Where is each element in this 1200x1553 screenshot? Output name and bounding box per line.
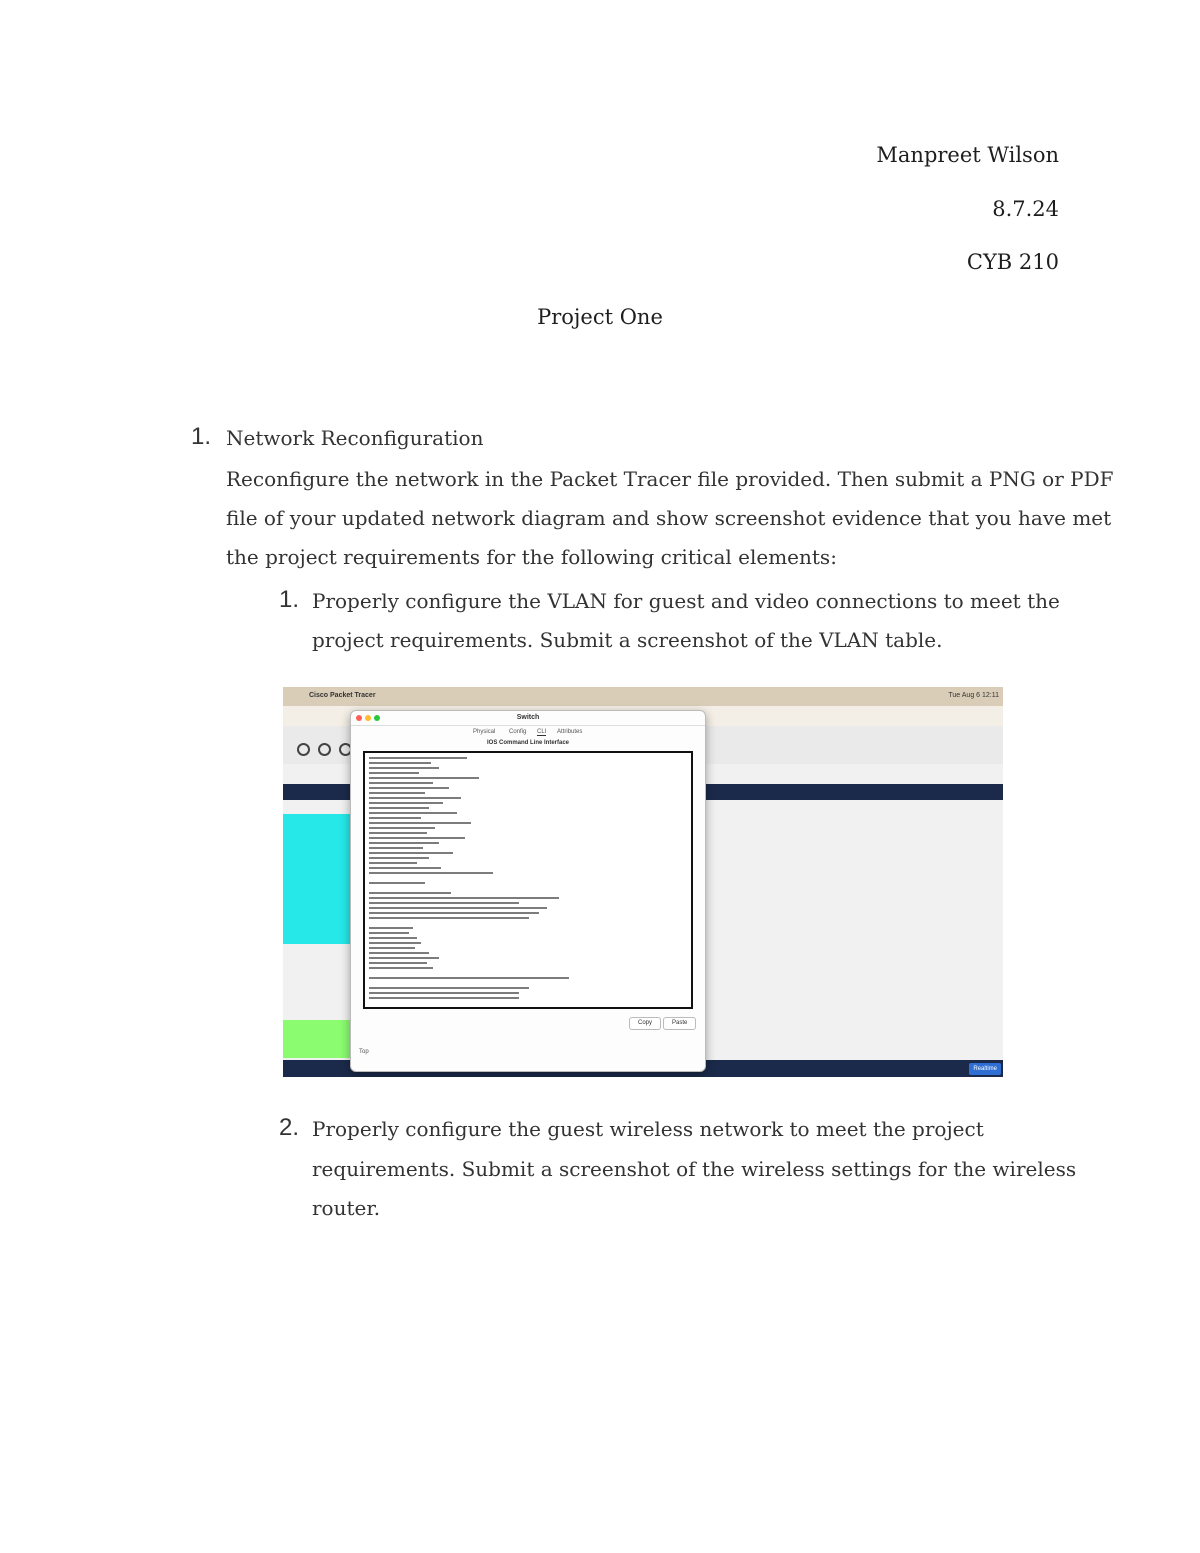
cli-text-line [369, 842, 439, 844]
cli-text-line [369, 932, 409, 934]
document-title: Project One [537, 305, 663, 329]
cli-text-line [369, 992, 519, 994]
document-date: 8.7.24 [992, 197, 1059, 221]
cli-text-line [369, 912, 539, 914]
menu-clock: Tue Aug 6 12:11 [948, 692, 999, 699]
cli-text-line [369, 942, 421, 944]
course-code: CYB 210 [966, 250, 1059, 274]
cli-terminal [363, 751, 693, 1009]
switch-window [350, 710, 706, 1072]
cli-text-line [369, 782, 433, 784]
zoom-reset-icon [318, 743, 331, 756]
paste-button: Paste [663, 1017, 696, 1030]
cli-text-line [369, 802, 443, 804]
cli-text-line [369, 822, 471, 824]
cli-text-line [369, 987, 529, 989]
cli-text-line [369, 917, 529, 919]
cli-text-line [369, 837, 465, 839]
mac-menu-bar [283, 687, 1003, 706]
cli-text-line [369, 962, 427, 964]
cli-text-line [369, 882, 425, 884]
section-heading: Network Reconfiguration [226, 426, 484, 450]
close-icon [356, 715, 362, 721]
tab-attributes: Attributes [557, 729, 583, 735]
item-line: router. [312, 1196, 381, 1220]
cli-text-line [369, 772, 419, 774]
cli-text-line [369, 797, 461, 799]
green-network-area [283, 1020, 353, 1058]
tab-physical: Physical [473, 729, 496, 735]
body-line: Reconfigure the network in the Packet Tracer file provided. Then submit a PNG or PDF [226, 467, 1114, 491]
cli-text-line [369, 762, 431, 764]
author-name: Manpreet Wilson [876, 143, 1059, 167]
realtime-badge: Realtime [969, 1063, 1001, 1075]
maximize-icon [374, 715, 380, 721]
cli-text-line [369, 927, 413, 929]
cli-text-line [369, 787, 449, 789]
cli-text-line [369, 832, 427, 834]
cli-text-line [369, 767, 439, 769]
cli-text-line [369, 857, 429, 859]
zoom-in-icon [297, 743, 310, 756]
item-line: requirements. Submit a screenshot of the wireless settings for the wireless [312, 1157, 1077, 1181]
copy-button: Copy [629, 1017, 661, 1030]
top-checkbox: Top [359, 1049, 369, 1055]
cli-text-line [369, 792, 425, 794]
cli-text-line [369, 902, 519, 904]
section-number: 1. [191, 423, 212, 450]
cli-text-line [369, 957, 439, 959]
cli-text-line [369, 947, 415, 949]
cli-text-line [369, 967, 433, 969]
switch-window-title: Switch [351, 711, 705, 726]
cli-text-line [369, 1007, 389, 1009]
cli-text-line [369, 817, 421, 819]
body-line: file of your updated network diagram and show screenshot evidence that you have met [226, 506, 1112, 530]
cli-text-line [369, 897, 559, 899]
cli-text-line [369, 812, 457, 814]
cli-text-line [369, 907, 547, 909]
body-line: the project requirements for the following critical elements: [226, 545, 837, 569]
app-name: Cisco Packet Tracer [309, 692, 376, 699]
cli-text-line [369, 937, 417, 939]
item-line: Properly configure the VLAN for guest and video connections to meet the [312, 589, 1060, 613]
cli-text-line [369, 777, 479, 779]
cli-text-line [369, 872, 493, 874]
cli-text-line [369, 847, 423, 849]
item-number: 1. [279, 586, 300, 613]
vlan-table-screenshot [283, 687, 1003, 1077]
cli-text-line [369, 952, 429, 954]
cli-panel-title: IOS Command Line Interface [486, 740, 570, 746]
switch-tabs [351, 726, 705, 738]
minimize-icon [365, 715, 371, 721]
cli-text-line [369, 997, 519, 999]
cli-text-line [369, 977, 569, 979]
cli-text-line [369, 757, 467, 759]
tab-config: Config [509, 729, 527, 735]
item-line: project requirements. Submit a screenshot of the VLAN table. [312, 628, 943, 652]
tab-cli: CLI [537, 729, 547, 735]
cli-text-line [369, 867, 441, 869]
cli-text-line [369, 827, 435, 829]
item-line: Properly configure the guest wireless network to meet the project [312, 1117, 984, 1141]
cli-text-line [369, 862, 417, 864]
cli-text-line [369, 807, 429, 809]
cli-text-line [369, 852, 453, 854]
cli-text-line [369, 892, 451, 894]
item-number: 2. [279, 1114, 300, 1141]
